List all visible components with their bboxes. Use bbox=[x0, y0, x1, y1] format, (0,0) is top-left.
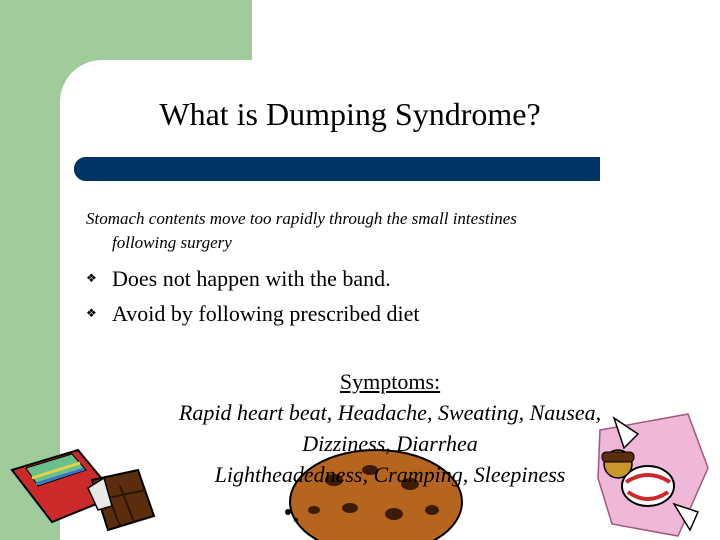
title-divider-bar bbox=[74, 157, 600, 181]
bullet-text: Does not happen with the band. bbox=[112, 265, 391, 291]
symptoms-block bbox=[120, 366, 660, 490]
intro-line-2: following surgery bbox=[112, 233, 232, 252]
symptoms-line-1: Rapid heart beat, Headache, Sweating, Nausea, bbox=[178, 400, 602, 425]
intro-line-1: Stomach contents move too rapidly through the small intestines bbox=[86, 209, 517, 228]
symptoms-heading: Symptoms: bbox=[339, 369, 441, 394]
diamond-bullet-icon: ❖ bbox=[86, 271, 97, 285]
bullet-item bbox=[86, 261, 420, 296]
symptoms-line-3: Lightheadedness, Cramping, Sleepiness bbox=[214, 462, 566, 487]
diamond-bullet-icon: ❖ bbox=[86, 306, 97, 320]
bullet-item bbox=[86, 296, 420, 331]
bullet-text: Avoid by following prescribed diet bbox=[112, 300, 420, 326]
intro-text bbox=[86, 207, 626, 255]
slide-title: What is Dumping Syndrome? bbox=[159, 96, 541, 132]
bullet-list bbox=[86, 261, 420, 331]
symptoms-line-2: Dizziness, Diarrhea bbox=[302, 431, 478, 456]
